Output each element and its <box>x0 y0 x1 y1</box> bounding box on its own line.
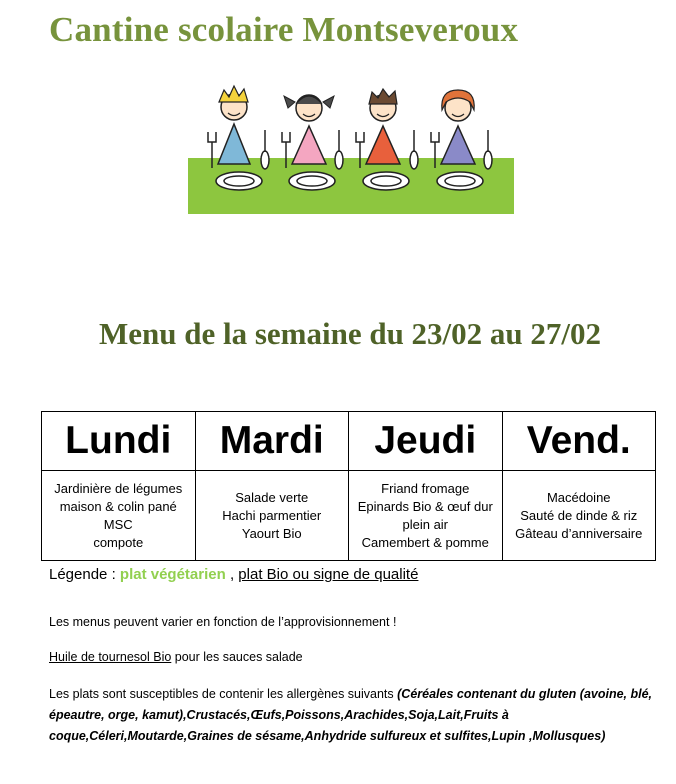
oil-note <box>49 650 303 664</box>
day-header-tuesday: Mardi <box>195 412 349 471</box>
day-header-friday: Vend. <box>502 412 656 471</box>
day-header-thursday: Jeudi <box>349 412 503 471</box>
menu-item: Yaourt Bio <box>241 525 302 541</box>
allergens-note <box>49 684 676 747</box>
menu-item: Macédoine <box>546 489 611 505</box>
child-pigtails <box>284 95 334 164</box>
oil-note-rest: pour les sauces salade <box>171 650 303 664</box>
menu-items-row <box>42 471 656 561</box>
menu-item: Gâteau d’anniversaire <box>515 525 643 541</box>
week-subtitle: Menu de la semaine du 23/02 au 27/02 <box>98 316 602 351</box>
weekly-menu-table <box>41 411 656 561</box>
child-dark-hair <box>366 89 400 164</box>
menu-item: maison & colin pané <box>59 498 177 514</box>
legend <box>49 566 418 583</box>
legend-separator: , <box>225 566 239 583</box>
menu-item: Salade verte <box>235 489 309 505</box>
allergens-list: (Céréales contenant du gluten (avoine, blé, épeautre, orge, kamut),Crustacés,Œufs,Poissons,Arachides,Soja,Lait,Fruits à coque,Céleri,Moutarde,Graines de sésame,Anhydride sulfureux et sulfites,Lupin ,Mollusques) <box>49 687 653 743</box>
page-title: Cantine scolaire Montseveroux <box>49 10 519 49</box>
day-header-monday: Lundi <box>42 412 196 471</box>
menu-item: compote <box>93 534 144 550</box>
menu-item: Hachi parmentier <box>222 507 322 523</box>
menu-item: Sauté de dinde & riz <box>520 507 638 523</box>
menu-item: Friand fromage <box>381 480 470 496</box>
menu-item: Camembert & pomme <box>361 534 489 550</box>
day-header-row <box>42 412 656 471</box>
menu-cell-tuesday <box>195 471 349 561</box>
child-red-hair <box>441 90 475 164</box>
menu-item: MSC <box>103 516 133 532</box>
oil-note-underlined: Huile de tournesol Bio <box>49 650 172 664</box>
legend-vegetarian: plat végétarien <box>119 566 226 583</box>
menu-cell-thursday <box>349 471 503 561</box>
allergens-intro: Les plats sont susceptibles de contenir les allergènes suivants <box>49 687 398 701</box>
menu-cell-monday <box>42 471 196 561</box>
legend-bio: plat Bio ou signe de qualité <box>238 566 419 583</box>
child-blond <box>218 86 250 164</box>
children-at-table-illustration <box>188 80 514 214</box>
supply-note: Les menus peuvent varier en fonction de l’approvisionnement ! <box>49 615 397 629</box>
menu-item: plein air <box>402 516 449 532</box>
menu-item: Epinards Bio & œuf dur <box>357 498 493 514</box>
menu-item: Jardinière de légumes <box>54 480 183 496</box>
menu-cell-friday <box>502 471 656 561</box>
legend-label: Légende : <box>49 566 120 583</box>
